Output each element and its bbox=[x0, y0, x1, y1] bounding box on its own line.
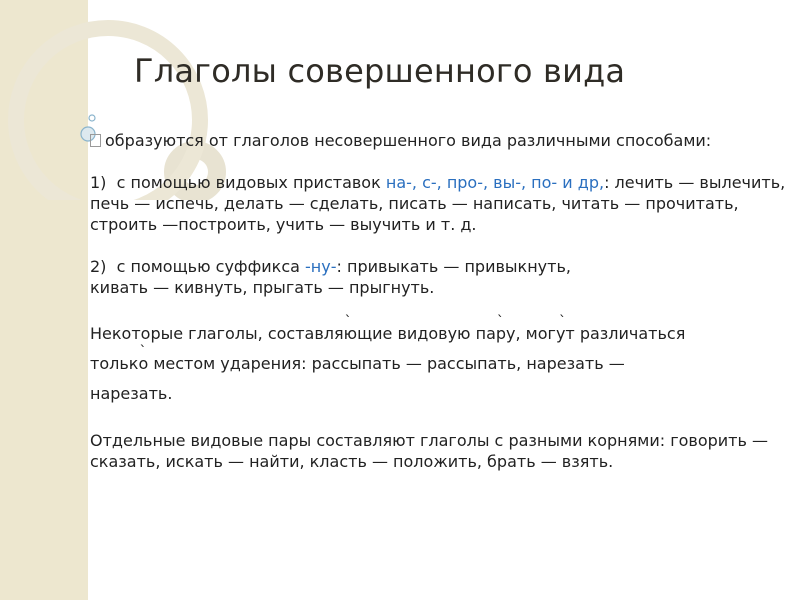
stress-line2-a: тольк bbox=[90, 354, 139, 373]
stress-line1-g: т различаться bbox=[565, 324, 686, 343]
point-2-suffix: -ну- bbox=[305, 257, 337, 276]
point-1-examples: : лечить — вылечить, печь — испечь, делать — сделать, писать — написать, читать — прочитать, строить —построить, учить — выучить и т. д. bbox=[90, 173, 786, 234]
point-1 bbox=[90, 172, 790, 235]
dot-small-icon bbox=[89, 115, 95, 121]
stress-line1-e: у, мог bbox=[506, 324, 556, 343]
pairs-note: Отдельные видовые пары составляют глаголы с разными корнями: говорить — сказать, искать — найти, класть — положить, брать — взять. bbox=[90, 431, 768, 471]
point-2-examples-b: кивать — кивнуть, прыгать — прыгнуть. bbox=[90, 278, 435, 297]
point-1-prefixes: на-, с-, про-, вы-, по- и др, bbox=[385, 173, 605, 192]
stress-line1-c: щие видовую па bbox=[357, 324, 496, 343]
stress-line3: нарезать. bbox=[90, 384, 173, 403]
point-2-number: 2) bbox=[90, 257, 107, 276]
point-2-lead: с помощью суффикса bbox=[116, 257, 300, 276]
slide-content bbox=[90, 130, 790, 472]
point-1-lead: с помощью видовых приставок bbox=[116, 173, 381, 192]
stress-accent-1: ю ˋ bbox=[344, 319, 357, 349]
slide-title: Глаголы совершенного вида bbox=[134, 52, 626, 90]
point-2 bbox=[90, 256, 790, 298]
bullet-paragraph bbox=[90, 130, 790, 151]
point-2-examples-a: : привыкать — привыкнуть, bbox=[336, 257, 571, 276]
stress-note bbox=[90, 319, 790, 409]
stress-line1-a: Некоторые глаголы, составля bbox=[90, 324, 344, 343]
bullet-box-icon bbox=[90, 134, 101, 147]
bullet-text: образуются от глаголов несовершенного вида различными способами: bbox=[105, 131, 712, 150]
stress-accent-4: о ˋ bbox=[138, 349, 148, 379]
stress-accent-2: р ˋ bbox=[496, 319, 506, 349]
stress-line2-c: местом ударения: рассыпать — рассыпать, нарезать — bbox=[148, 354, 625, 373]
stress-accent-3: у ˋ bbox=[556, 319, 565, 349]
point-1-number: 1) bbox=[90, 173, 107, 192]
